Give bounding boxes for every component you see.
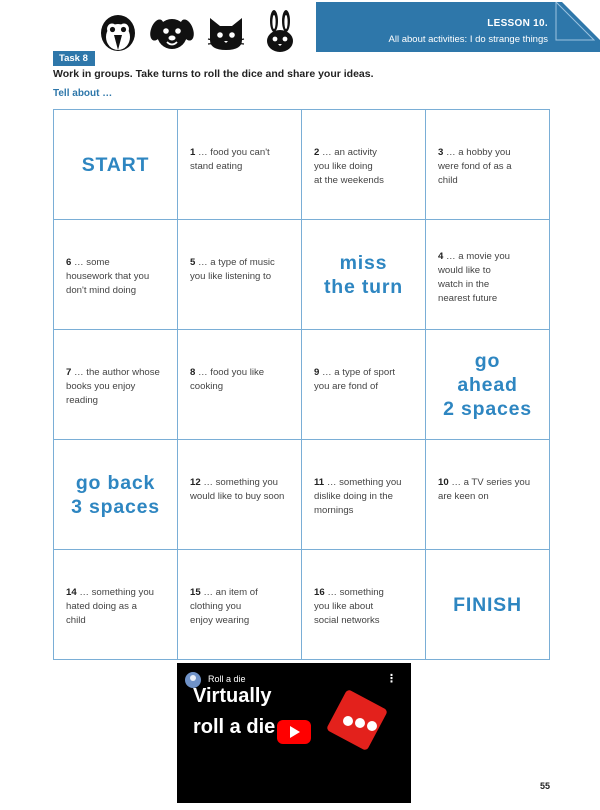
board-cell-prompt: … a hobby you were fond of as a child <box>438 147 512 186</box>
board-cell-special-text: go ahead 2 spaces <box>443 349 532 420</box>
board-cell-text <box>190 366 293 394</box>
board-cell-number: 8 <box>190 367 196 378</box>
board-cell <box>302 110 426 220</box>
board-cell-prompt: … an item of clothing you enjoy wearing <box>190 587 258 626</box>
page-number: 55 <box>540 781 551 791</box>
board-cell-text <box>438 476 541 504</box>
cat-icon <box>204 10 248 54</box>
board-cell-special-text: go back 3 spaces <box>71 471 160 518</box>
board-cell-text <box>190 256 293 284</box>
board-cell <box>302 220 426 330</box>
board-cell-prompt: … food you can't stand eating <box>190 147 270 172</box>
board-cell-number: 14 <box>66 587 77 598</box>
board-cell-special-text: FINISH <box>453 593 522 616</box>
board-cell-prompt: … a type of music you like listening to <box>190 257 275 282</box>
penguin-icon <box>96 10 140 54</box>
board-cell-special-text: miss the turn <box>324 251 403 298</box>
lesson-subtitle: All about activities: I do strange things <box>388 34 548 45</box>
board-cell-number: 11 <box>314 477 325 488</box>
board-cell-special-text: START <box>81 153 150 176</box>
board-cell-text <box>314 146 417 188</box>
board-cell-prompt: … something you dislike doing in the mornings <box>314 477 402 516</box>
board-cell-prompt: … something you hated doing as a child <box>66 587 154 626</box>
video-player[interactable] <box>177 663 411 803</box>
board-cell-number: 10 <box>438 477 449 488</box>
board-cell <box>178 550 302 660</box>
board-cell <box>54 330 178 440</box>
board-cell <box>178 440 302 550</box>
board-cell-text <box>66 586 169 628</box>
board-cell-number: 4 <box>438 251 444 262</box>
board-cell-prompt: … a type of sport you are fond of <box>314 367 396 392</box>
board-cell-prompt: … food you like cooking <box>190 367 265 392</box>
board-cell-number: 12 <box>190 477 201 488</box>
board-cell-text <box>190 476 293 504</box>
board-cell <box>178 330 302 440</box>
board-cell <box>54 110 178 220</box>
board-cell-number: 2 <box>314 147 320 158</box>
board-cell-number: 16 <box>314 587 325 598</box>
board-cell-number: 3 <box>438 147 444 158</box>
board-cell-text <box>314 586 417 628</box>
board-cell-number: 15 <box>190 587 201 598</box>
task-badge: Task 8 <box>53 51 95 66</box>
board-cell-prompt: … a movie you would like to watch in the nearest future <box>438 251 511 304</box>
board-cell <box>426 220 550 330</box>
board-cell-prompt: … something you like about social networks <box>314 587 384 626</box>
board-cell <box>426 440 550 550</box>
video-label[interactable]: Roll a die <box>208 674 246 684</box>
board-cell <box>54 550 178 660</box>
rabbit-icon <box>258 10 302 54</box>
board-cell-text <box>314 476 417 518</box>
board-cell-number: 6 <box>66 257 72 268</box>
board-cell <box>54 220 178 330</box>
play-button-icon[interactable] <box>277 720 311 744</box>
board-cell-number: 1 <box>190 147 196 158</box>
board-game-grid <box>53 109 550 660</box>
board-cell-text <box>190 586 293 628</box>
board-cell <box>302 550 426 660</box>
board-cell-text <box>66 366 169 408</box>
board-cell-prompt: … an activity you like doing at the weekends <box>314 147 384 186</box>
board-cell-text <box>438 250 541 306</box>
board-cell-prompt: … something you would like to buy soon <box>190 477 285 502</box>
board-cell-text <box>314 366 417 394</box>
board-cell <box>426 110 550 220</box>
board-cell <box>54 440 178 550</box>
board-cell-number: 5 <box>190 257 196 268</box>
board-cell-number: 7 <box>66 367 72 378</box>
board-cell-prompt: … the author whose books you enjoy reading <box>66 367 160 406</box>
board-cell <box>178 110 302 220</box>
more-vert-icon[interactable]: ⋮ <box>386 673 397 685</box>
board-cell-text <box>190 146 293 174</box>
board-cell <box>302 440 426 550</box>
die-icon <box>320 683 396 759</box>
tell-about-prompt: Tell about … <box>53 88 113 99</box>
board-cell <box>426 550 550 660</box>
board-cell-prompt: … some housework that you don't mind doing <box>66 257 150 296</box>
board-cell-text <box>66 256 169 298</box>
video-title: Virtually roll a die <box>193 685 276 738</box>
board-cell <box>426 330 550 440</box>
animal-icons <box>96 10 302 54</box>
task-instruction: Work in groups. Take turns to roll the dice and share your ideas. <box>53 68 374 80</box>
board-cell-prompt: … a TV series you are keen on <box>438 477 531 502</box>
lesson-banner <box>316 2 600 52</box>
board-cell-number: 9 <box>314 367 320 378</box>
lesson-title: LESSON 10. <box>487 18 548 29</box>
board-cell <box>302 330 426 440</box>
board-cell <box>178 220 302 330</box>
dog-icon <box>150 10 194 54</box>
board-cell-text <box>438 146 541 188</box>
